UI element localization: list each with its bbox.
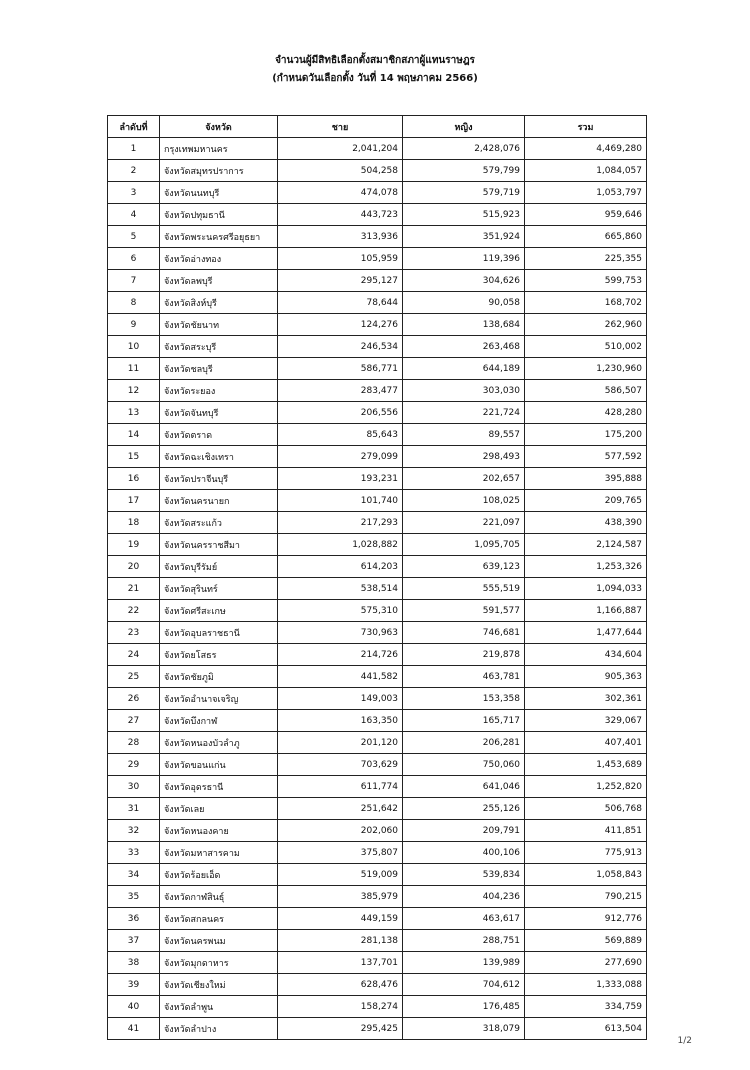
cell-male: 538,514 [278,578,403,600]
cell-total: 411,851 [525,820,647,842]
cell-male: 703,629 [278,754,403,776]
table-row [108,556,647,578]
cell-total: 912,776 [525,908,647,930]
cell-female: 119,396 [403,248,525,270]
table-row [108,512,647,534]
cell-female: 165,717 [403,710,525,732]
cell-total: 302,361 [525,688,647,710]
cell-female: 579,799 [403,160,525,182]
cell-order: 28 [108,732,160,754]
cell-order: 35 [108,886,160,908]
cell-province: จังหวัดบึงกาฬ [160,710,278,732]
cell-male: 201,120 [278,732,403,754]
cell-male: 78,644 [278,292,403,314]
cell-province: จังหวัดสมุทรปราการ [160,160,278,182]
cell-male: 149,003 [278,688,403,710]
cell-province: จังหวัดมุกดาหาร [160,952,278,974]
cell-order: 12 [108,380,160,402]
table-row [108,424,647,446]
cell-male: 2,041,204 [278,138,403,160]
cell-order: 13 [108,402,160,424]
cell-female: 1,095,705 [403,534,525,556]
cell-total: 510,002 [525,336,647,358]
cell-total: 569,889 [525,930,647,952]
cell-province: จังหวัดสิงห์บุรี [160,292,278,314]
cell-female: 591,577 [403,600,525,622]
cell-male: 283,477 [278,380,403,402]
table-row [108,314,647,336]
cell-male: 504,258 [278,160,403,182]
table-row [108,710,647,732]
title-line-2: (กำหนดวันเลือกตั้ง วันที่ 14 พฤษภาคม 2566) [272,73,478,84]
cell-province: จังหวัดนนทบุรี [160,182,278,204]
cell-female: 288,751 [403,930,525,952]
cell-province: จังหวัดศรีสะเกษ [160,600,278,622]
cell-female: 555,519 [403,578,525,600]
cell-province: จังหวัดสกลนคร [160,908,278,930]
cell-total: 334,759 [525,996,647,1018]
cell-female: 90,058 [403,292,525,314]
cell-female: 298,493 [403,446,525,468]
cell-order: 38 [108,952,160,974]
cell-province: จังหวัดอุบลราชธานี [160,622,278,644]
cell-male: 281,138 [278,930,403,952]
cell-order: 20 [108,556,160,578]
cell-province: จังหวัดกาฬสินธุ์ [160,886,278,908]
table-row [108,644,647,666]
cell-male: 441,582 [278,666,403,688]
cell-province: จังหวัดยโสธร [160,644,278,666]
cell-order: 6 [108,248,160,270]
cell-male: 586,771 [278,358,403,380]
table-row [108,996,647,1018]
table-header-row [108,116,647,138]
cell-province: จังหวัดลำพูน [160,996,278,1018]
table-row [108,358,647,380]
cell-total: 1,453,689 [525,754,647,776]
col-header-province: จังหวัด [160,116,278,138]
cell-total: 407,401 [525,732,647,754]
cell-male: 474,078 [278,182,403,204]
cell-total: 1,058,843 [525,864,647,886]
table-row [108,248,647,270]
cell-male: 163,350 [278,710,403,732]
title-line-1: จำนวนผู้มีสิทธิเลือกตั้งสมาชิกสภาผู้แทนราษฎร [275,55,475,66]
cell-province: จังหวัดชลบุรี [160,358,278,380]
cell-order: 37 [108,930,160,952]
cell-order: 22 [108,600,160,622]
cell-male: 1,028,882 [278,534,403,556]
table-row [108,732,647,754]
cell-province: จังหวัดหนองคาย [160,820,278,842]
table-row [108,578,647,600]
cell-province: กรุงเทพมหานคร [160,138,278,160]
cell-province: จังหวัดชัยภูมิ [160,666,278,688]
cell-male: 611,774 [278,776,403,798]
cell-total: 506,768 [525,798,647,820]
page-number: 1/2 [677,1036,692,1046]
table-row [108,842,647,864]
cell-female: 515,923 [403,204,525,226]
cell-province: จังหวัดบุรีรัมย์ [160,556,278,578]
cell-total: 577,592 [525,446,647,468]
cell-order: 10 [108,336,160,358]
cell-order: 18 [108,512,160,534]
table-row [108,754,647,776]
cell-total: 428,280 [525,402,647,424]
cell-province: จังหวัดจันทบุรี [160,402,278,424]
table-row [108,1018,647,1040]
cell-order: 4 [108,204,160,226]
cell-male: 730,963 [278,622,403,644]
cell-male: 202,060 [278,820,403,842]
cell-province: จังหวัดเลย [160,798,278,820]
cell-female: 153,358 [403,688,525,710]
cell-total: 1,333,088 [525,974,647,996]
cell-female: 219,878 [403,644,525,666]
cell-total: 395,888 [525,468,647,490]
table-row [108,666,647,688]
table-row [108,336,647,358]
col-header-male: ชาย [278,116,403,138]
table-row [108,600,647,622]
cell-female: 400,106 [403,842,525,864]
cell-female: 351,924 [403,226,525,248]
cell-female: 209,791 [403,820,525,842]
cell-total: 1,252,820 [525,776,647,798]
cell-order: 40 [108,996,160,1018]
cell-order: 5 [108,226,160,248]
table-row [108,270,647,292]
cell-total: 1,166,887 [525,600,647,622]
table-row [108,490,647,512]
cell-province: จังหวัดสุรินทร์ [160,578,278,600]
cell-male: 313,936 [278,226,403,248]
cell-male: 105,959 [278,248,403,270]
cell-male: 246,534 [278,336,403,358]
cell-total: 599,753 [525,270,647,292]
cell-female: 2,428,076 [403,138,525,160]
cell-province: จังหวัดนครราชสีมา [160,534,278,556]
cell-total: 665,860 [525,226,647,248]
cell-female: 318,079 [403,1018,525,1040]
cell-order: 21 [108,578,160,600]
cell-female: 750,060 [403,754,525,776]
cell-total: 209,765 [525,490,647,512]
cell-province: จังหวัดชัยนาท [160,314,278,336]
cell-total: 1,053,797 [525,182,647,204]
cell-female: 304,626 [403,270,525,292]
cell-male: 251,642 [278,798,403,820]
cell-province: จังหวัดสระแก้ว [160,512,278,534]
cell-province: จังหวัดเชียงใหม่ [160,974,278,996]
cell-order: 2 [108,160,160,182]
cell-female: 255,126 [403,798,525,820]
cell-province: จังหวัดพระนครศรีอยุธยา [160,226,278,248]
cell-total: 175,200 [525,424,647,446]
cell-female: 463,781 [403,666,525,688]
table-row [108,446,647,468]
table-row [108,864,647,886]
cell-female: 221,724 [403,402,525,424]
cell-province: จังหวัดหนองบัวลำภู [160,732,278,754]
cell-total: 1,094,033 [525,578,647,600]
cell-female: 539,834 [403,864,525,886]
cell-male: 217,293 [278,512,403,534]
cell-total: 329,067 [525,710,647,732]
cell-province: จังหวัดปราจีนบุรี [160,468,278,490]
cell-male: 137,701 [278,952,403,974]
col-header-order: ลำดับที่ [108,116,160,138]
cell-male: 101,740 [278,490,403,512]
cell-order: 7 [108,270,160,292]
voters-table [107,115,647,1040]
cell-order: 26 [108,688,160,710]
cell-province: จังหวัดอ่างทอง [160,248,278,270]
cell-order: 9 [108,314,160,336]
table-row [108,908,647,930]
col-header-total: รวม [525,116,647,138]
cell-male: 375,807 [278,842,403,864]
cell-female: 746,681 [403,622,525,644]
cell-total: 959,646 [525,204,647,226]
cell-male: 158,274 [278,996,403,1018]
cell-total: 775,913 [525,842,647,864]
cell-order: 17 [108,490,160,512]
cell-female: 639,123 [403,556,525,578]
cell-order: 32 [108,820,160,842]
cell-province: จังหวัดลำปาง [160,1018,278,1040]
cell-male: 443,723 [278,204,403,226]
cell-order: 29 [108,754,160,776]
cell-order: 30 [108,776,160,798]
cell-female: 641,046 [403,776,525,798]
cell-total: 790,215 [525,886,647,908]
cell-female: 303,030 [403,380,525,402]
cell-female: 463,617 [403,908,525,930]
cell-order: 27 [108,710,160,732]
cell-female: 644,189 [403,358,525,380]
cell-order: 36 [108,908,160,930]
cell-total: 1,253,326 [525,556,647,578]
table-row [108,204,647,226]
table-row [108,468,647,490]
cell-female: 579,719 [403,182,525,204]
col-header-female: หญิง [403,116,525,138]
cell-province: จังหวัดอำนาจเจริญ [160,688,278,710]
cell-order: 14 [108,424,160,446]
cell-total: 905,363 [525,666,647,688]
table-row [108,820,647,842]
cell-province: จังหวัดระยอง [160,380,278,402]
table-row [108,886,647,908]
cell-total: 613,504 [525,1018,647,1040]
cell-male: 614,203 [278,556,403,578]
table-body [108,138,647,1040]
cell-order: 41 [108,1018,160,1040]
cell-female: 263,468 [403,336,525,358]
cell-total: 4,469,280 [525,138,647,160]
cell-male: 295,425 [278,1018,403,1040]
table-row [108,930,647,952]
cell-order: 33 [108,842,160,864]
cell-male: 519,009 [278,864,403,886]
table-row [108,534,647,556]
cell-order: 24 [108,644,160,666]
cell-female: 206,281 [403,732,525,754]
document-title [0,52,750,88]
cell-male: 449,159 [278,908,403,930]
table-row [108,138,647,160]
cell-female: 89,557 [403,424,525,446]
cell-province: จังหวัดขอนแก่น [160,754,278,776]
cell-order: 19 [108,534,160,556]
cell-female: 176,485 [403,996,525,1018]
cell-order: 3 [108,182,160,204]
cell-total: 168,702 [525,292,647,314]
cell-order: 8 [108,292,160,314]
cell-male: 193,231 [278,468,403,490]
cell-order: 15 [108,446,160,468]
cell-order: 16 [108,468,160,490]
cell-province: จังหวัดปทุมธานี [160,204,278,226]
cell-female: 202,657 [403,468,525,490]
cell-male: 628,476 [278,974,403,996]
cell-order: 25 [108,666,160,688]
table-row [108,160,647,182]
cell-province: จังหวัดลพบุรี [160,270,278,292]
table-row [108,952,647,974]
cell-province: จังหวัดร้อยเอ็ด [160,864,278,886]
cell-order: 31 [108,798,160,820]
cell-order: 34 [108,864,160,886]
cell-province: จังหวัดนครพนม [160,930,278,952]
cell-male: 214,726 [278,644,403,666]
table-row [108,688,647,710]
table-row [108,974,647,996]
cell-total: 1,230,960 [525,358,647,380]
cell-province: จังหวัดตราด [160,424,278,446]
cell-female: 404,236 [403,886,525,908]
table-row [108,226,647,248]
cell-female: 221,097 [403,512,525,534]
cell-province: จังหวัดนครนายก [160,490,278,512]
cell-total: 277,690 [525,952,647,974]
cell-order: 11 [108,358,160,380]
table-row [108,292,647,314]
cell-male: 575,310 [278,600,403,622]
cell-male: 295,127 [278,270,403,292]
cell-male: 279,099 [278,446,403,468]
cell-province: จังหวัดฉะเชิงเทรา [160,446,278,468]
table-row [108,798,647,820]
cell-female: 108,025 [403,490,525,512]
cell-order: 23 [108,622,160,644]
cell-total: 434,604 [525,644,647,666]
cell-province: จังหวัดมหาสารคาม [160,842,278,864]
cell-total: 586,507 [525,380,647,402]
cell-order: 39 [108,974,160,996]
cell-total: 225,355 [525,248,647,270]
cell-female: 138,684 [403,314,525,336]
table-row [108,380,647,402]
cell-province: จังหวัดอุดรธานี [160,776,278,798]
table-row [108,402,647,424]
cell-male: 206,556 [278,402,403,424]
cell-male: 124,276 [278,314,403,336]
table-row [108,776,647,798]
table-row [108,622,647,644]
cell-total: 262,960 [525,314,647,336]
cell-male: 85,643 [278,424,403,446]
cell-total: 1,477,644 [525,622,647,644]
cell-total: 438,390 [525,512,647,534]
cell-total: 1,084,057 [525,160,647,182]
cell-male: 385,979 [278,886,403,908]
cell-total: 2,124,587 [525,534,647,556]
cell-province: จังหวัดสระบุรี [160,336,278,358]
cell-female: 704,612 [403,974,525,996]
cell-female: 139,989 [403,952,525,974]
cell-order: 1 [108,138,160,160]
table-row [108,182,647,204]
